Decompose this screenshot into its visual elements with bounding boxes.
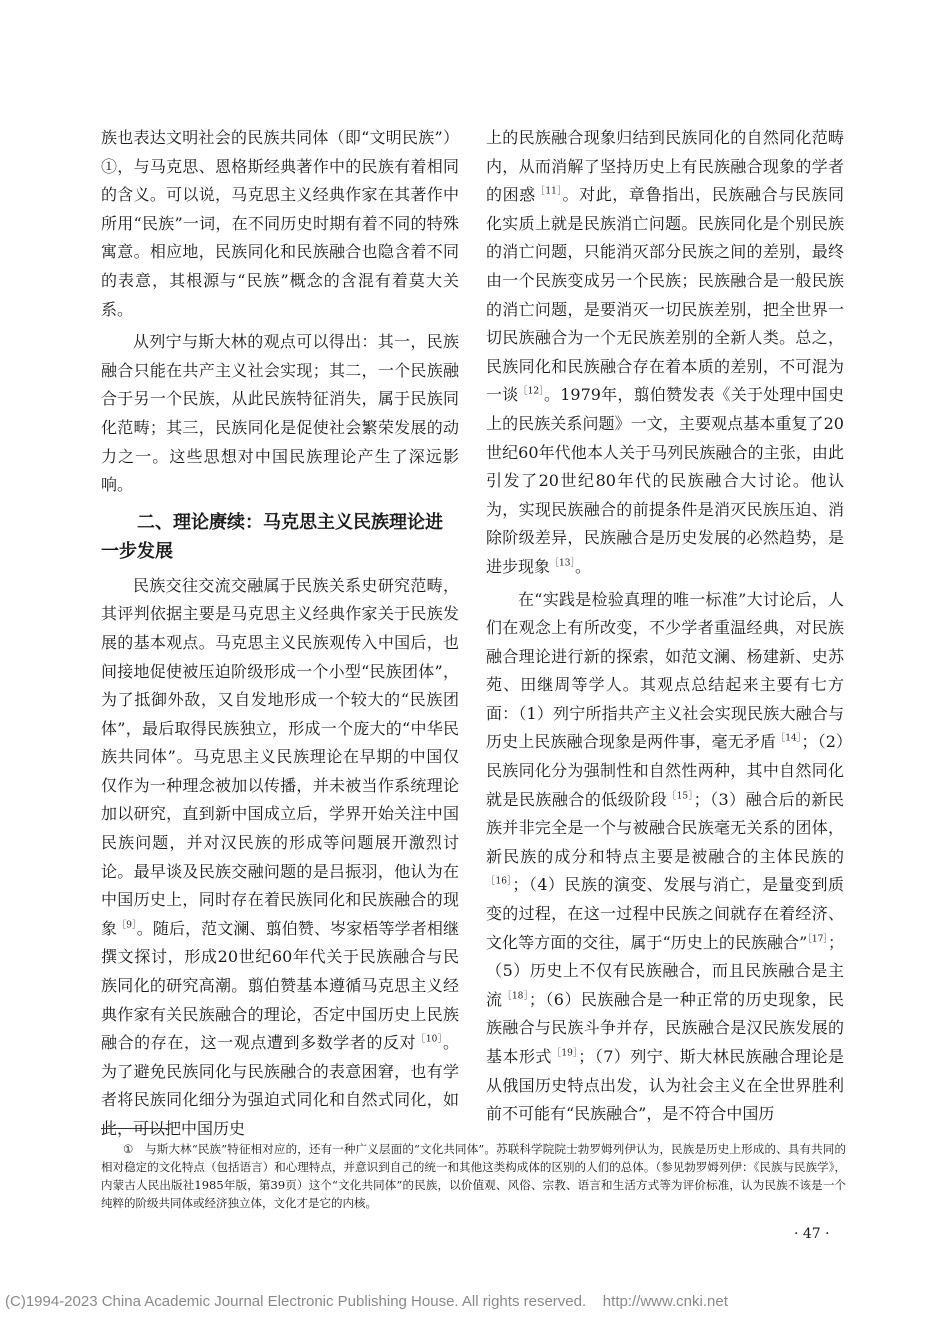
paragraph-5-text-d: ；（4）民族的演变、发展与消亡，是量变到质变的过程，在这一过程中民族之间就存在着经济、文化等方面的交往，属于“历史上的民族融合” — [486, 875, 844, 952]
citation-10[interactable]: ［10］ — [416, 1034, 443, 1045]
citation-19[interactable]: ［19］ — [551, 1048, 579, 1059]
footnote — [101, 1140, 846, 1212]
page-number: · 47 · — [794, 1226, 830, 1242]
paragraph-3 — [101, 572, 459, 1144]
footnote-divider — [101, 1128, 167, 1129]
paragraph-2: 从列宁与斯大林的观点可以得出：其一，民族融合只能在共产主义社会实现；其二，一个民族融合于另一个民族，从此民族特征消失，属于民族同化范畴；其三，民族同化是促使社会繁荣发展的动力之一。这些思想对中国民族理论产生了深远影响。 — [101, 332, 459, 495]
paragraph-5-text-e: ；（5）历史上不仅有民族融合，而且民族融合是主流 — [486, 932, 844, 1009]
paragraph-4-text-c: 。1979年，翦伯赞发表《关于处理中国史上的民族关系问题》一文，主要观点基本重复了20世纪60年代他本人关于马列民族融合的主张，由此引发了20世纪80年代的民族融合大讨论。他认为，实现民族融合的前提条件是消灭民族压迫、消除阶级差异，民族融合是历史发展的必然趋势，是进步现象 — [486, 385, 844, 576]
citation-12[interactable]: ［12］ — [518, 387, 544, 398]
paragraph-3-text-a: 民族交往交流交融属于民族关系史研究范畴，其评判依据主要是马克思主义经典作家关于民族发展的基本观点。马克思主义民族观传入中国后，也间接地促使被压迫阶级形成一个小型“民族团体”，为了抵御外敌，又自发地形成一个较大的“民族团体”，最后取得民族独立，形成一个庞大的“中华民族共同体”。马克思主义民族理论在早期的中国仅仅作为一种理念被加以传播，并未被当作系统理论加以研究，直到新中国成立后，学界开始关注中国民族问题，并对汉民族的形成等问题展开激烈讨论。最早谈及民族交融问题的是吕振羽，他认为在中国历史上，同时存在着民族同化和民族融合的现象 — [101, 575, 459, 938]
citation-13[interactable]: ［13］ — [550, 558, 575, 569]
right-column — [486, 124, 844, 1129]
paragraph-5-text-g: ；（7）列宁、斯大林民族融合理论是从俄国历史特点出发，认为社会主义在全世界胜利前不可能有“民族融合”，是不符合中国历 — [486, 1047, 844, 1124]
citation-9[interactable]: ［9］ — [117, 920, 137, 931]
footnote-marker: ① — [123, 1142, 134, 1156]
paragraph-5-text-c: ；（3）融合后的新民族并非完全是一个与被融合民族毫无关系的团体，新民族的成分和特点主要是被融合的主体民族的 — [486, 789, 844, 866]
paragraph-5-text-f: ；（6）民族融合是一种正常的历史现象，民族融合与民族斗争并存，民族融合是汉民族发展的基本形式 — [486, 989, 844, 1066]
paragraph-4-text-a: 上的民族融合现象归结到民族同化的自然同化范畴内，从而消解了坚持历史上有民族融合现象的学者的困惑 — [486, 128, 844, 205]
paragraph-4-text-b: 。对此，章鲁指出，民族融合与民族同化实质上就是民族消亡问题。民族同化是个别民族的消亡问题，只能消灭部分民族之间的差别，最终由一个民族变成另一个民族；民族融合是一般民族的消亡问题，是要消灭一切民族差别，把全世界一切民族融合为一个无民族差别的全新人类。总之，民族同化和民族融合存在着本质的差别，不可混为一谈 — [486, 185, 844, 405]
citation-11[interactable]: ［11］ — [535, 186, 563, 197]
paragraph-5-text-a: 在“实践是检验真理的唯一标准”大讨论后，人们在观念上有所改变，不少学者重温经典，对民族融合理论进行新的探索，如范文澜、杨建新、史苏苑、田继周等学人。其观点总结起来主要有七方面：（1）列宁所指共产主义社会实现民族大融合与历史上民族融合现象是两件事，毫无矛盾 — [486, 589, 844, 752]
paragraph-5-text-b: ；（2）民族同化分为强制性和自然性两种，其中自然同化就是民族融合的低级阶段 — [486, 732, 844, 809]
citation-18[interactable]: ［18］ — [502, 991, 529, 1002]
citation-14[interactable]: ［14］ — [776, 734, 802, 745]
paragraph-5 — [486, 586, 844, 1129]
paragraph-3-text-b: 。随后，范文澜、翦伯赞、岑家梧等学者相继撰文探讨，形成20世纪60年代关于民族融合与民族同化的研究高潮。翦伯赞基本遵循马克思主义经典作家有关民族融合的理论，否定中国历史上民族融合的存在，这一观点遭到多数学者的反对 — [101, 918, 459, 1053]
section-heading-line-2: 一步发展 — [101, 540, 173, 562]
paragraph-4 — [486, 124, 844, 582]
paragraph-4-text-d: 。 — [574, 556, 591, 576]
paragraph-3-text-c: 。为了避免民族同化与民族融合的表意困窘，也有学者将民族同化细分为强迫式同化和自然式同化，如此，可以把中国历史 — [101, 1033, 459, 1138]
left-column — [101, 124, 459, 1144]
citation-16[interactable]: ［16］ — [486, 877, 513, 888]
citation-15[interactable]: ［15］ — [667, 791, 694, 802]
paragraph-1: 族也表达文明社会的民族共同体（即“文明民族”）①，与马克思、恩格斯经典著作中的民族有着相同的含义。可以说，马克思主义经典作家在其著作中所用“民族”一词，在不同历史时期有着不同的特殊寓意。相应地，民族同化和民族融合也隐含着不同的表意，其根源与“民族”概念的含混有着莫大关系。 — [101, 128, 459, 319]
section-heading — [101, 508, 459, 566]
footnote-text: 与斯大林“民族”特征相对应的，还有一种广义层面的“文化共同体”。苏联科学院院士勃罗姆列伊认为，民族是历史上形成的、具有共同的相对稳定的文化特点（包括语言）和心理特点，并意识到自己的统一和其他这类构成体的区别的人们的总体。（参见勃罗姆列伊：《民族与民族学》，内蒙古人民出版社1985年版，第39页）这个“文化共同体”的民族，以价值观、风俗、宗教、语言和生活方式等为评价标准，认为民族不该是一个纯粹的阶级共同体或经济独立体，文化才是它的内核。 — [101, 1142, 846, 1210]
copyright-watermark: (C)1994-2023 China Academic Journal Electronic Publishing House. All rights reserved. http://www.cnki.net — [5, 1293, 728, 1310]
citation-17[interactable]: ［17］ — [807, 934, 828, 945]
section-heading-line-1: 二、理论赓续：马克思主义民族理论进 — [137, 511, 443, 533]
